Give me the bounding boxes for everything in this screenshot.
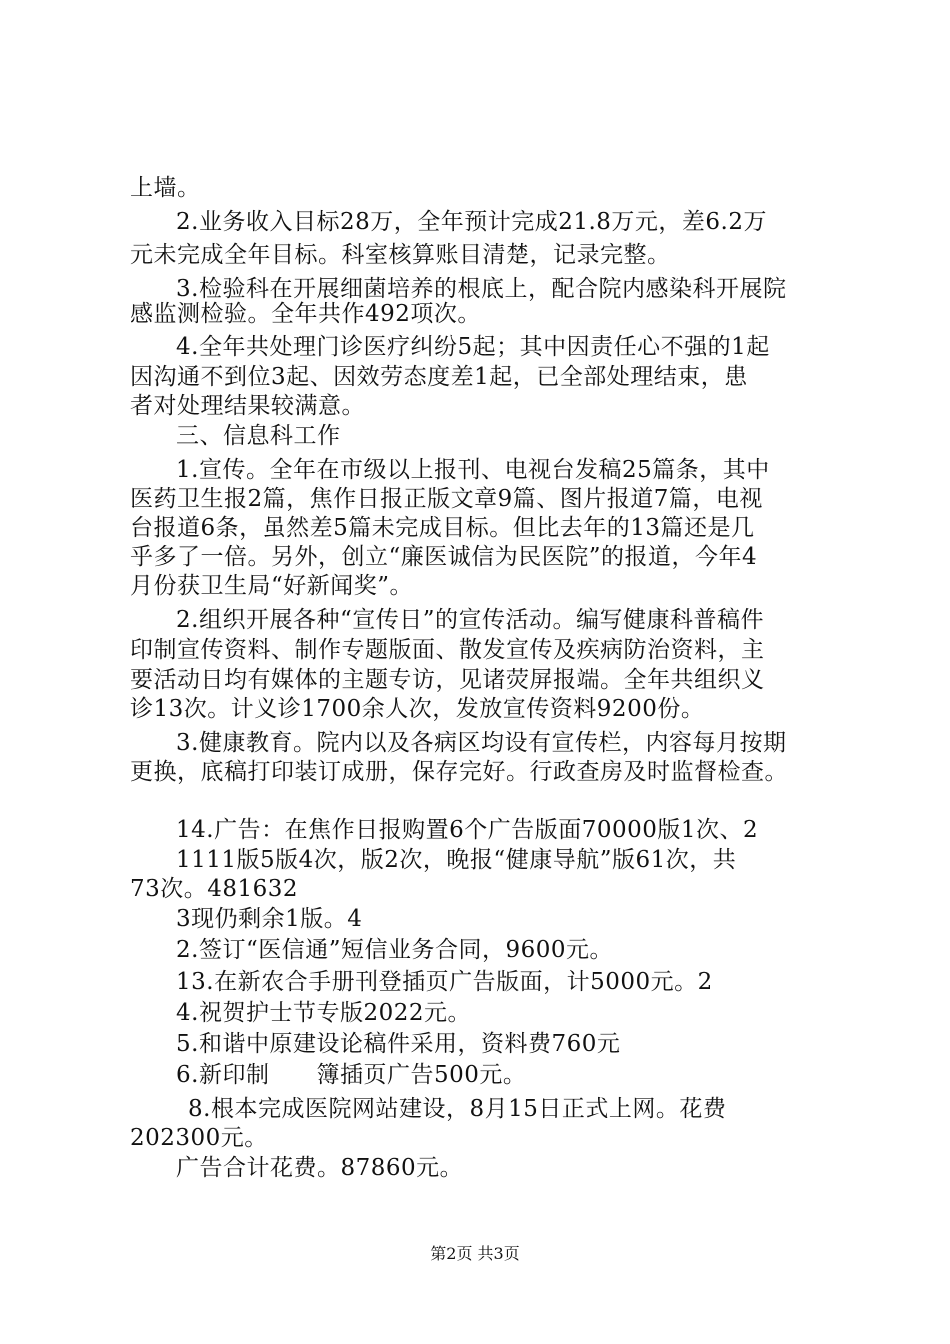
page-number-footer: 第2页 共3页: [430, 1244, 520, 1263]
text-line: 202300元。: [130, 1125, 268, 1151]
text-line: 台报道6条，虽然差5篇未完成目标。但比去年的13篇还是几: [130, 515, 755, 541]
text-line: 印制宣传资料、制作专题版面、散发宣传及疾病防治资料，主: [130, 637, 765, 663]
text-line: 2.组织开展各种“宣传日”的宣传活动。编写健康科普稿件: [176, 607, 764, 633]
text-line: 13.在新农合手册刊登插页广告版面，计5000元。2: [176, 969, 713, 995]
text-line: 73次。481632: [130, 876, 299, 902]
text-line: 2.签订“医信通”短信业务合同，9600元。: [176, 937, 613, 963]
text-line: 上墙。: [130, 175, 201, 201]
text-line: 因沟通不到位3起、因效劳态度差1起，已全部处理结束，患: [130, 364, 748, 390]
text-line: 4.祝贺护士节专版2022元。: [176, 1000, 471, 1026]
text-line: 更换，底稿打印装订成册，保存完好。行政查房及时监督检查。: [130, 759, 788, 785]
text-line: 3.健康教育。院内以及各病区均设有宣传栏，内容每月按期: [176, 730, 787, 756]
text-line: 月份获卫生局“好新闻奖”。: [130, 573, 414, 599]
text-line: 2.业务收入目标28万，全年预计完成21.8万元，差6.2万: [176, 209, 767, 235]
text-line: 广告合计花费。87860元。: [176, 1155, 464, 1181]
text-line: 1.宣传。全年在市级以上报刊、电视台发稿25篇条，其中: [176, 457, 770, 483]
text-line: 4.全年共处理门诊医疗纠纷5起；其中因责任心不强的1起: [176, 334, 770, 360]
text-line: 医药卫生报2篇，焦作日报正版文章9篇、图片报道7篇，电视: [130, 486, 763, 512]
text-line: 8.根本完成医院网站建设，8月15日正式上网。花费: [188, 1096, 727, 1122]
text-line: 要活动日均有媒体的主题专访，见诸荧屏报端。全年共组织义: [130, 667, 765, 693]
text-line: 5.和谐中原建设论稿件采用，资料费760元: [176, 1031, 621, 1057]
text-line: 14.广告：在焦作日报购置6个广告版面70000版1次、2: [176, 817, 759, 843]
text-line: 乎多了一倍。另外，创立“廉医诚信为民医院”的报道，今年4: [130, 544, 758, 570]
text-line: 感监测检验。全年共作492项次。: [130, 301, 481, 327]
text-line: 1111版5版4次，版2次，晚报“健康导航”版61次，共: [176, 847, 737, 873]
text-line: 者对处理结果较满意。: [130, 393, 365, 419]
text-line: 3现仍剩余1版。4: [176, 906, 363, 932]
text-line: 6.新印制 簿插页广告500元。: [176, 1062, 527, 1088]
text-line: 元未完成全年目标。科室核算账目清楚，记录完整。: [130, 242, 671, 268]
text-line: 3.检验科在开展细菌培养的根底上，配合院内感染科开展院: [176, 276, 787, 302]
section-heading: 三、信息科工作: [176, 423, 341, 449]
text-line: 诊13次。计义诊1700余人次，发放宣传资料9200份。: [130, 696, 705, 722]
